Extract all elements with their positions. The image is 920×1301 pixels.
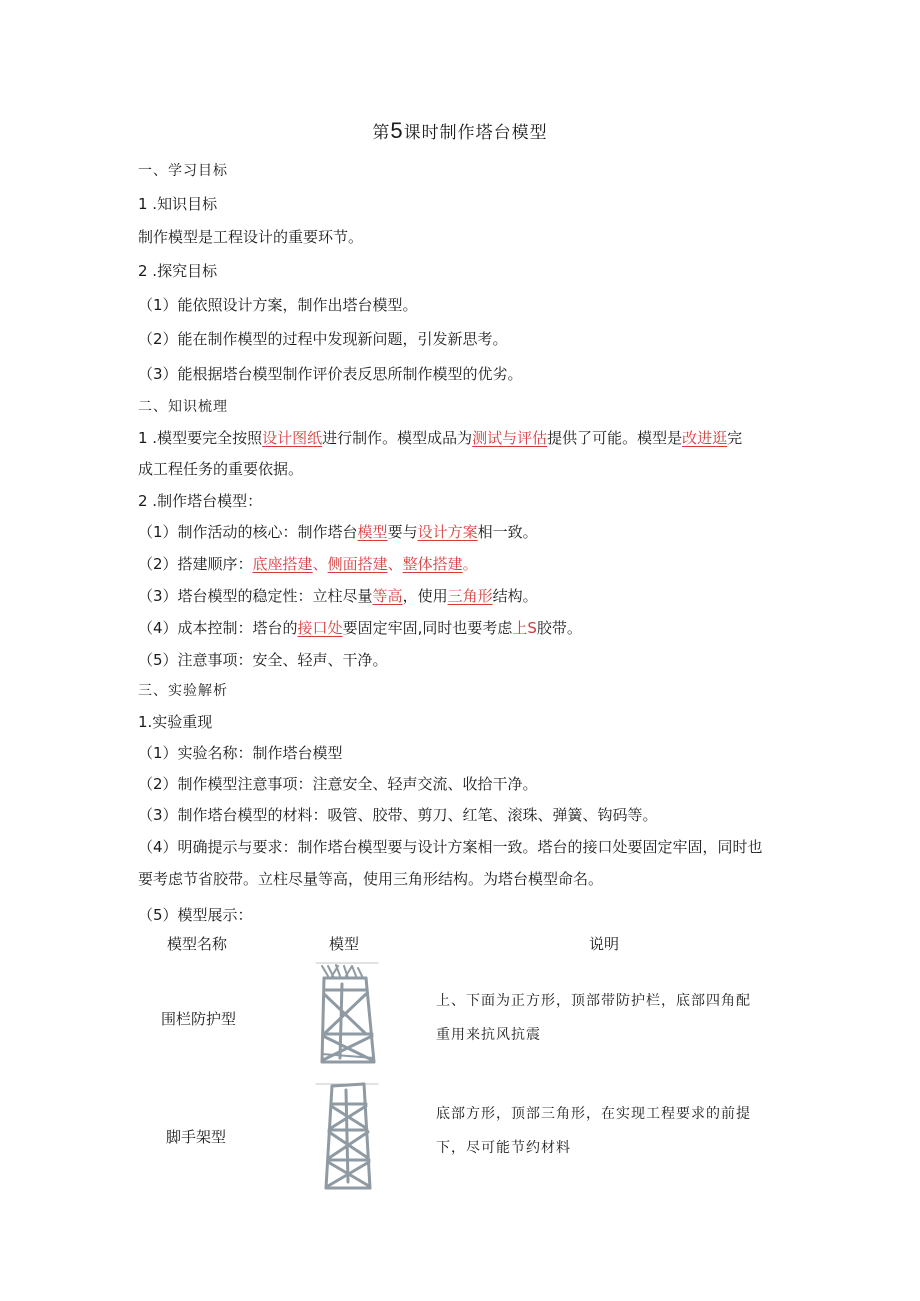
scaffold-tower-model-image	[320, 1082, 376, 1194]
table-header-desc: 说明	[589, 935, 620, 953]
fill-blank: 设计方案	[417, 523, 478, 541]
model-description: 底部方形，顶部三角形，在实现工程要求的前提 下，尽可能节约材料	[436, 1106, 751, 1156]
model-name: 围栏防护型	[161, 1010, 237, 1028]
fill-blank: 整体搭建	[402, 555, 463, 573]
fill-blank: 三角形	[447, 587, 493, 605]
fence-tower-model-image	[314, 962, 380, 1086]
list-item: （3）塔台模型的稳定性：立柱尽量等高，使用三角形结构。	[138, 587, 538, 605]
list-item: （1）实验名称：制作塔台模型	[138, 744, 343, 762]
fill-blank: 侧面搭建	[327, 555, 388, 573]
list-item: （5）注意事项：安全、轻声、干净。	[138, 651, 388, 669]
paragraph: 1 .模型要完全按照设计图纸进行制作。模型成品为测试与评估提供了可能。模型是改进逛完	[138, 429, 743, 447]
table-header-model: 模型	[329, 935, 360, 953]
list-item: （3）制作塔台模型的材料：吸管、胶带、剪刀、红笔、滚珠、弹簧、钩码等。	[138, 806, 658, 824]
paragraph: 制作模型是工程设计的重要环节。	[138, 228, 364, 246]
section-heading: 二、知识梳理	[138, 399, 228, 415]
model-name: 脚手架型	[166, 1128, 227, 1146]
fill-blank: 改进逛	[682, 429, 728, 447]
fill-blank: 接口处	[297, 619, 343, 637]
fill-blank: 等高	[372, 587, 403, 605]
subheading: 1 .知识目标	[138, 195, 218, 213]
subheading: 1.实验重现	[138, 713, 213, 731]
table-header-name: 模型名称	[167, 935, 228, 953]
list-item: （2）制作模型注意事项：注意安全、轻声交流、收拾干净。	[138, 775, 538, 793]
fill-blank: 设计图纸	[262, 429, 323, 447]
subheading: 2 .探究目标	[138, 262, 218, 280]
paragraph: 成工程任务的重要依据。	[138, 460, 304, 478]
list-item: （4）明确提示与要求：制作塔台模型要与设计方案相一致。塔台的接口处要固定牢固，同时也	[138, 838, 763, 856]
list-item: （1）制作活动的核心：制作塔台模型要与设计方案相一致。	[138, 523, 538, 541]
subheading: 2 .制作塔台模型：	[138, 492, 263, 510]
list-item: （2）搭建顺序：底座搭建、侧面搭建、整体搭建。	[138, 555, 478, 573]
list-item: 要考虑节省胶带。立柱尽量等高，使用三角形结构。为塔台模型命名。	[138, 870, 604, 888]
fill-blank: 测试与评估	[472, 429, 548, 447]
list-item: （5）模型展示：	[138, 906, 253, 924]
page-title: 第5课时制作塔台模型	[372, 118, 548, 143]
model-description: 上、下面为正方形，顶部带防护栏，底部四角配 重用来抗风抗震	[436, 993, 751, 1043]
fill-blank: 模型	[357, 523, 388, 541]
section-heading: 一、学习目标	[138, 163, 228, 179]
list-item: （3）能根据塔台模型制作评价表反思所制作模型的优劣。	[138, 365, 523, 383]
fill-blank: 底座搭建	[252, 555, 313, 573]
section-heading: 三、实验解析	[138, 683, 228, 699]
list-item: （4）成本控制：塔台的接口处要固定牢固,同时也要考虑上S胶带。	[138, 619, 582, 637]
list-item: （2）能在制作模型的过程中发现新问题，引发新思考。	[138, 330, 508, 348]
list-item: （1）能依照设计方案，制作出塔台模型。	[138, 296, 418, 314]
